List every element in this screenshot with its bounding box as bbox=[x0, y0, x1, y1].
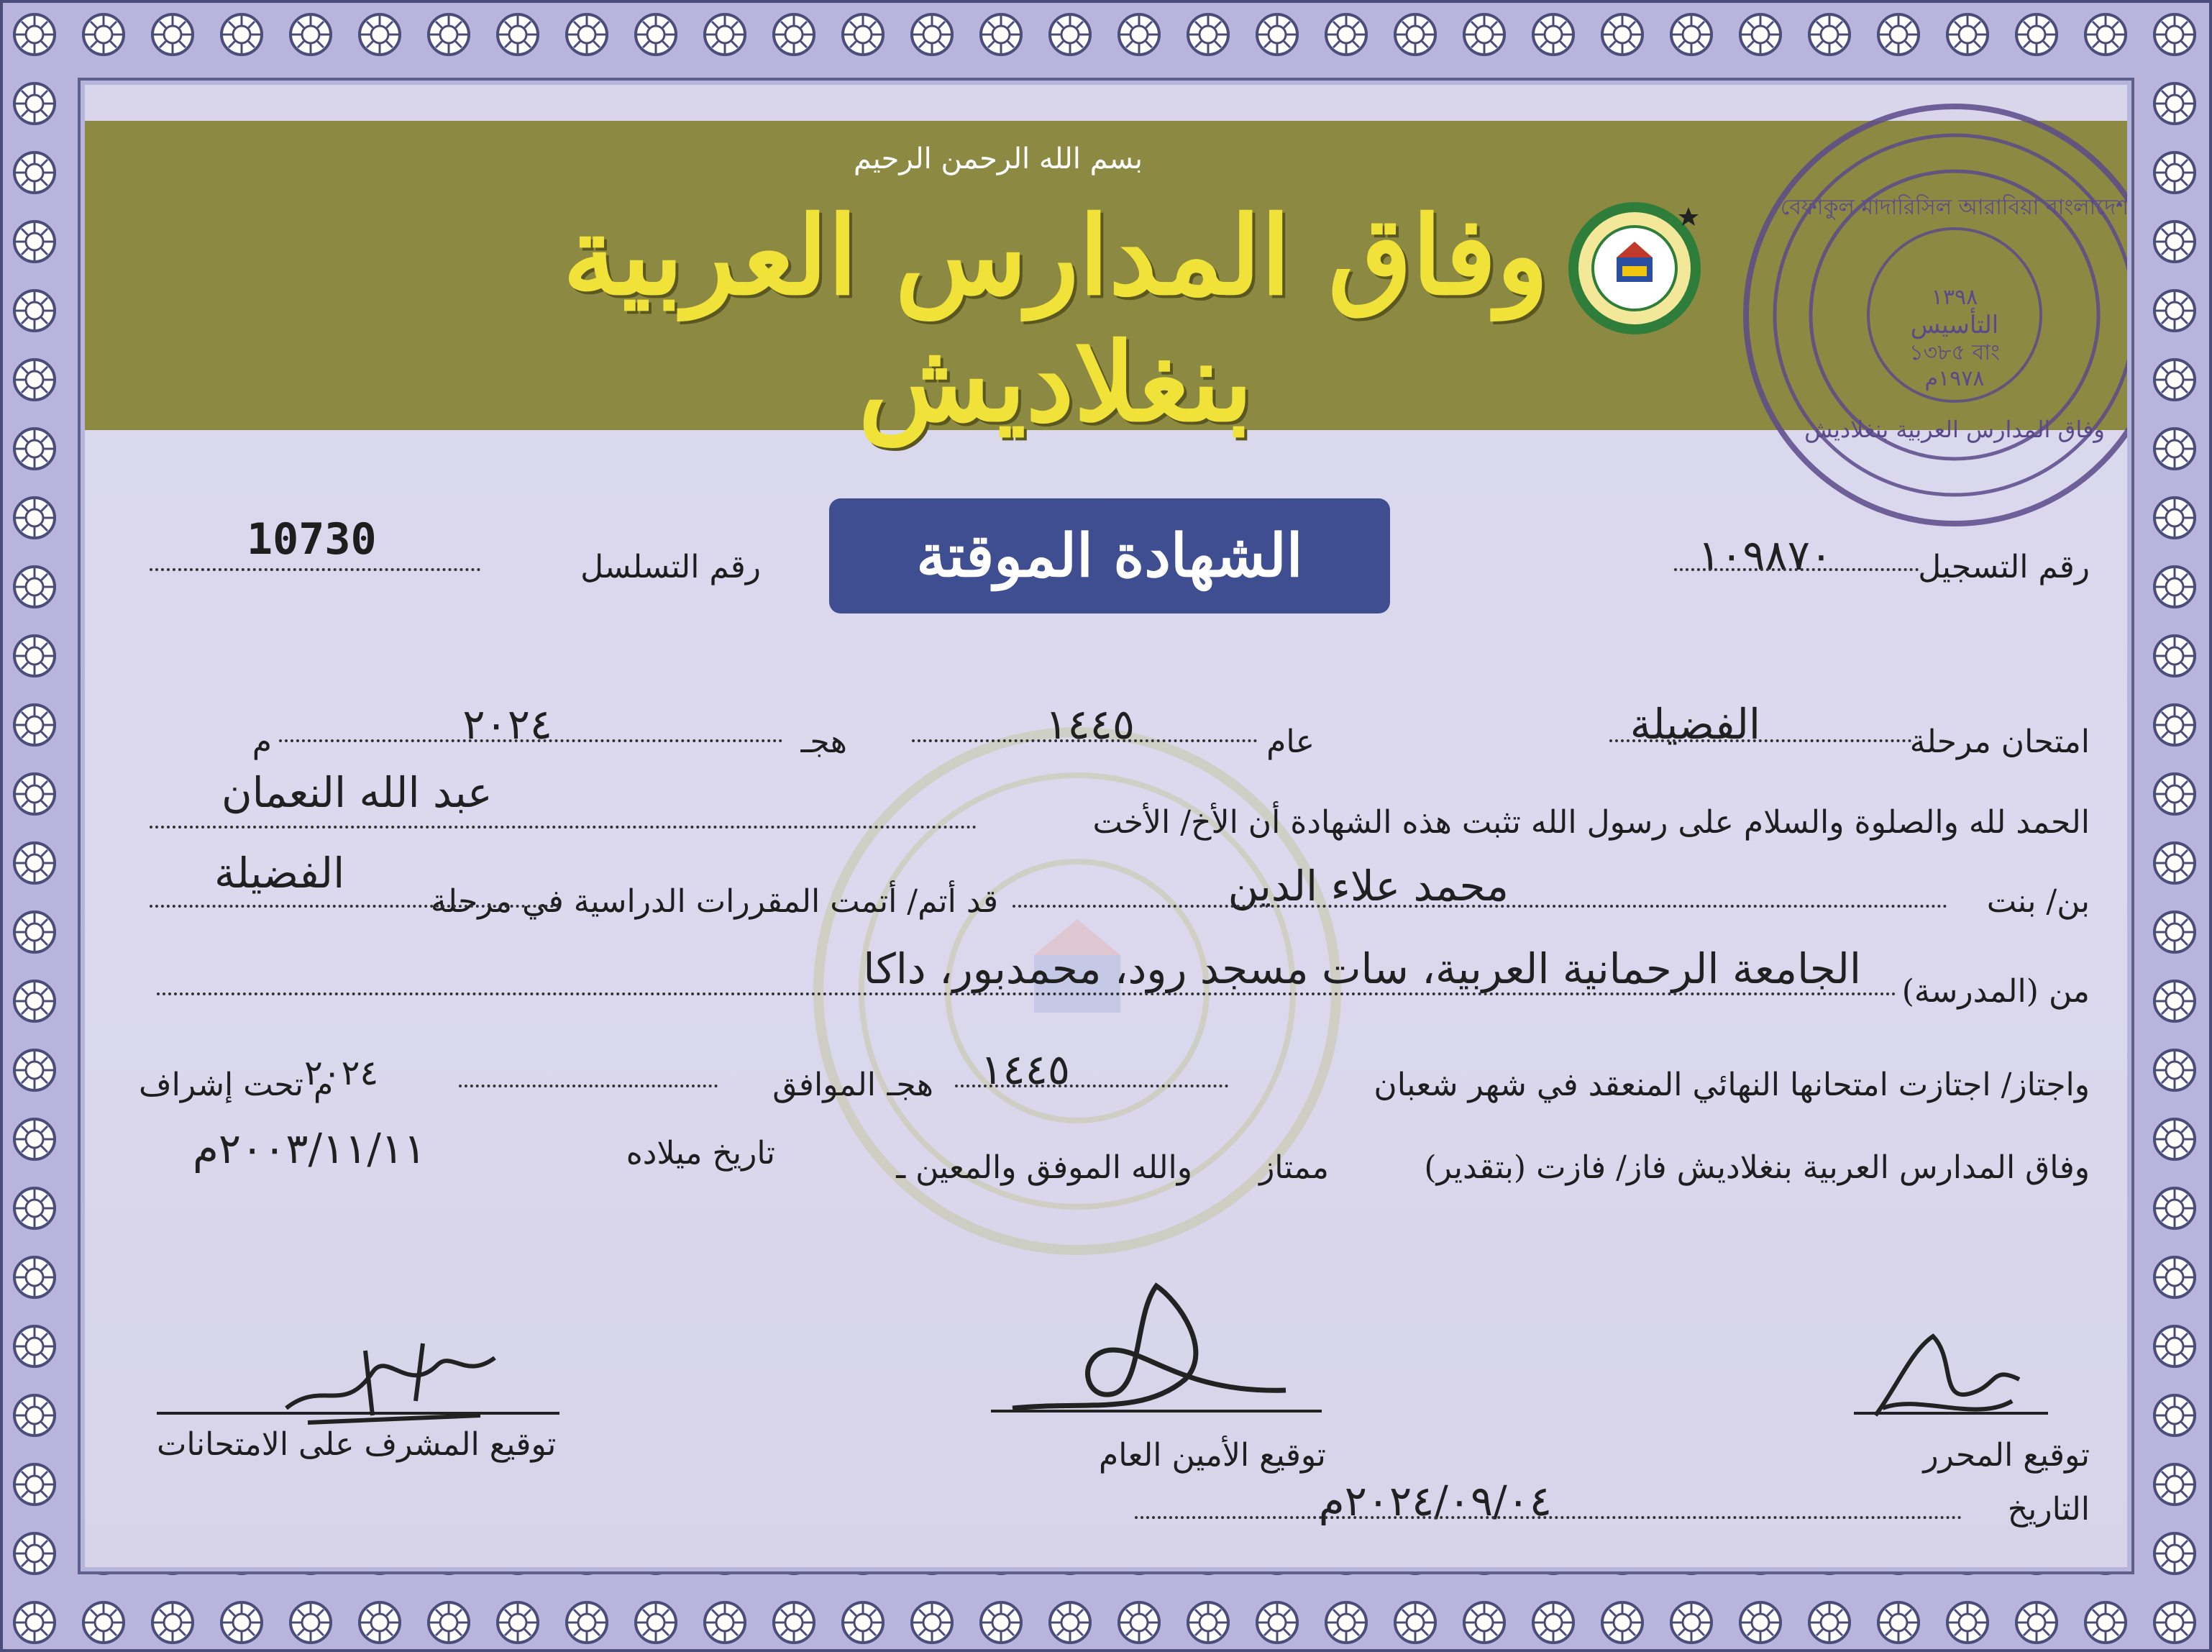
exam-stage-label: امتحان مرحلة bbox=[1909, 724, 2090, 760]
exam-hijri-suffix: هجـ bbox=[800, 724, 847, 760]
official-seal-stamp bbox=[1739, 99, 2127, 531]
exam-supervisor-label: توقيع المشرف على الامتحانات bbox=[157, 1426, 557, 1463]
school-name: الجامعة الرحمانية العربية، سات مسجد رود، محمدبور، داكا bbox=[863, 944, 1861, 993]
passed-hijri-dots bbox=[955, 1085, 1228, 1087]
closing-text: والله الموفق والمعين ـ bbox=[896, 1149, 1192, 1186]
school-label: من (المدرسة) bbox=[1901, 973, 2090, 1010]
passed-text: واجتاز/ اجتازت امتحانها النهائي المنعقد في شهر شعبان bbox=[1374, 1067, 2090, 1103]
child-of-label: بن/ بنت bbox=[1986, 883, 2090, 920]
editor-label: توقيع المحرر bbox=[1923, 1437, 2090, 1474]
supervision-label: م تحت إشراف bbox=[139, 1067, 334, 1103]
bismillah: بسم الله الرحمن الرحيم bbox=[853, 142, 1143, 175]
exam-year-gregorian: ٢٠٢٤ bbox=[462, 700, 552, 749]
date-dots bbox=[1135, 1516, 1962, 1519]
stamp-founded: التأسيس bbox=[1910, 311, 1999, 339]
result-text: وفاق المدارس العربية بنغلاديش فاز/ فازت (بتقدير) bbox=[1424, 1149, 2090, 1186]
exam-year-dots bbox=[912, 739, 1257, 742]
exam-gregorian-dots bbox=[279, 739, 782, 742]
registration-number: ١٠٩٨٧٠ bbox=[1698, 531, 1832, 580]
completed-stage-dots bbox=[150, 905, 559, 908]
exam-supervisor-line bbox=[157, 1412, 559, 1415]
passed-corresponding-label: الموافق bbox=[772, 1067, 876, 1103]
secretary-general-label: توقيع الأمين العام bbox=[1099, 1437, 1326, 1474]
wifaq-logo-icon bbox=[1566, 200, 1703, 337]
stamp-year-gregorian: ١٩٧٨م bbox=[1924, 366, 1985, 391]
exam-stage-dots bbox=[1609, 739, 1911, 742]
registration-label: رقم التسجيل bbox=[1918, 549, 2090, 585]
certificate-title: الشهادة الموقتة bbox=[829, 498, 1390, 613]
date-value: ٢٠٢٤/٠٩/٠٤م bbox=[1318, 1477, 1552, 1525]
passed-year-hijri: ١٤٤٥ bbox=[980, 1045, 1070, 1094]
grade: ممتاز bbox=[1259, 1149, 1329, 1186]
secretary-general-signature bbox=[998, 1272, 1300, 1430]
exam-gregorian-suffix: م bbox=[252, 724, 272, 760]
date-label: التاريخ bbox=[2007, 1491, 2090, 1528]
editor-line bbox=[1854, 1412, 2048, 1415]
secretary-general-line bbox=[991, 1410, 1322, 1413]
stamp-bengali-ring: বেফাকুল মাদারিসিল আরাবিয়া বাংলাদেশ bbox=[1781, 195, 2129, 220]
passed-year-gregorian: ٢٠٢٤ bbox=[304, 1053, 379, 1093]
exam-year-hijri: ١٤٤٥ bbox=[1045, 700, 1135, 749]
serial-number: 10730 bbox=[247, 514, 377, 565]
father-name: محمد علاء الدين bbox=[1228, 862, 1509, 911]
school-dots bbox=[157, 992, 1897, 995]
student-name-dots bbox=[150, 826, 977, 829]
serial-dots bbox=[150, 568, 480, 571]
completed-label: قد أتم/ أتمت المقررات الدراسية في مرحلة bbox=[430, 883, 998, 920]
father-name-dots bbox=[1013, 905, 1947, 908]
completed-stage: الفضيلة bbox=[214, 849, 345, 898]
passed-hijri-suffix: هجـ bbox=[887, 1067, 933, 1103]
student-name: عبد الله النعمان bbox=[221, 768, 493, 817]
registration-dots bbox=[1674, 568, 1919, 571]
stamp-outer-ring: وفاق المدارس العربية بنغلاديش bbox=[1804, 416, 2105, 443]
stamp-year-hijri: ١٣٩٨ bbox=[1931, 285, 1978, 310]
passed-gregorian-dots bbox=[459, 1085, 718, 1087]
dob-label: تاريخ ميلاده bbox=[626, 1135, 775, 1172]
serial-label: رقم التسلسل bbox=[580, 549, 761, 585]
editor-signature bbox=[1854, 1322, 2041, 1437]
exam-year-label: عام bbox=[1266, 724, 1315, 760]
stamp-year-bengali: ১৩৮৫ বাং bbox=[1909, 340, 2000, 365]
praise-text: الحمد لله والصلوة والسلام على رسول الله تثبت هذه الشهادة أن الأخ/ الأخت bbox=[1092, 804, 2090, 841]
organization-title: وفاق المدارس العربية بنغلاديش bbox=[562, 193, 1549, 446]
exam-stage: الفضيلة bbox=[1630, 700, 1760, 749]
dob-value: ٢٠٠٣/١١/١١م bbox=[193, 1124, 426, 1173]
certificate-paper bbox=[85, 85, 2127, 1567]
